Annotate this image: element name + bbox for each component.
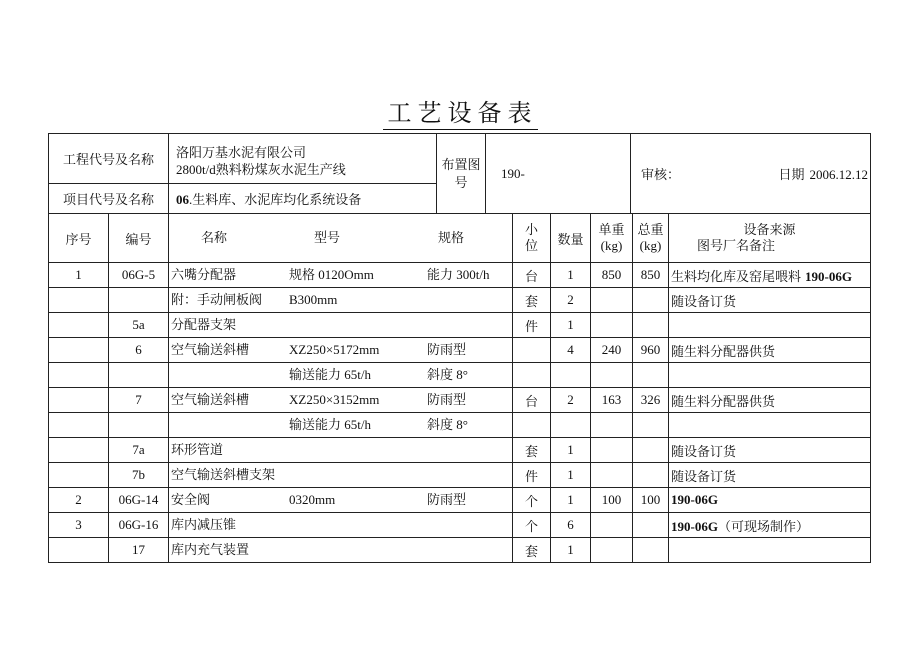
seq-cell: 3 (49, 513, 109, 538)
unit-cell: 台 (513, 388, 551, 413)
document-title: 工艺设备表 (383, 100, 538, 130)
item-name-cell (169, 184, 437, 214)
table-row (49, 263, 871, 288)
equipment-spec: 斜度 8° (427, 417, 468, 432)
equipment-spec: 防雨型 (427, 492, 467, 507)
seq-cell (49, 538, 109, 563)
item-name: .生料库、水泥库均化系统设备 (189, 192, 362, 207)
col-unit-line2: 位 (524, 238, 538, 253)
code-cell: 06G-16 (109, 513, 169, 538)
col-total-weight-line1: 总重 (637, 222, 664, 237)
source-note: （可现场制作） (717, 518, 809, 534)
col-unit (513, 214, 551, 263)
column-header-row (49, 214, 871, 263)
quantity-cell: 1 (551, 263, 591, 288)
total-weight-cell: 100 (633, 488, 669, 513)
quantity-cell: 1 (551, 538, 591, 563)
col-description (169, 214, 513, 263)
description-wrap (169, 288, 512, 312)
col-quantity: 数量 (551, 214, 591, 263)
source-cell (669, 413, 871, 438)
unit-cell (513, 363, 551, 388)
quantity-cell: 1 (551, 313, 591, 338)
layout-label-line1: 布置图 (441, 156, 481, 172)
equipment-name: 空气输送斜槽支架 (171, 467, 276, 482)
code-cell: 6 (109, 338, 169, 363)
description-wrap (169, 463, 512, 487)
equipment-name: 环形管道 (171, 442, 224, 457)
description-cell (169, 288, 513, 313)
quantity-cell (551, 363, 591, 388)
source-cell (669, 263, 871, 288)
total-weight-cell (633, 413, 669, 438)
col-source (669, 214, 871, 263)
layout-label-line2: 号 (454, 174, 468, 190)
col-unit-weight (591, 214, 633, 263)
table-row (49, 388, 871, 413)
code-cell: 06G-5 (109, 263, 169, 288)
quantity-cell (551, 413, 591, 438)
equipment-spec: 防雨型 (427, 392, 467, 407)
project-label: 工程代号及名称 (49, 134, 169, 184)
project-row (49, 134, 871, 184)
unit-cell: 台 (513, 263, 551, 288)
description-wrap (169, 413, 512, 437)
unit-weight-cell: 240 (591, 338, 633, 363)
date-group (778, 164, 868, 183)
source-text: 随设备订货 (671, 443, 737, 459)
code-cell: 5a (109, 313, 169, 338)
source-text: 随生料分配器供货 (671, 343, 776, 359)
table-row (49, 338, 871, 363)
item-label: 项目代号及名称 (49, 184, 169, 214)
equipment-spec: 防雨型 (427, 342, 467, 357)
layout-drawing-label (437, 134, 486, 214)
unit-weight-cell (591, 438, 633, 463)
seq-cell (49, 363, 109, 388)
equipment-name: 安全阀 (171, 492, 211, 507)
description-wrap (169, 388, 512, 412)
seq-cell (49, 463, 109, 488)
col-code: 编号 (109, 214, 169, 263)
description-cell (169, 363, 513, 388)
description-cell (169, 538, 513, 563)
source-cell (669, 513, 871, 538)
description-wrap (169, 338, 512, 362)
description-cell (169, 338, 513, 363)
total-weight-cell (633, 438, 669, 463)
quantity-cell: 6 (551, 513, 591, 538)
description-wrap (169, 513, 512, 537)
description-cell (169, 438, 513, 463)
equipment-table (48, 213, 871, 563)
code-cell: 17 (109, 538, 169, 563)
equipment-name: 空气输送斜槽 (171, 342, 250, 357)
unit-cell: 套 (513, 438, 551, 463)
equipment-sheet (48, 133, 870, 563)
seq-cell (49, 388, 109, 413)
description-cell (169, 388, 513, 413)
source-drawing-number: 190-06G (671, 492, 718, 507)
code-cell (109, 363, 169, 388)
date-value: 2006.12.12 (809, 167, 868, 182)
seq-cell (49, 338, 109, 363)
total-weight-cell (633, 538, 669, 563)
code-cell: 7 (109, 388, 169, 413)
col-model: 型号 (314, 230, 341, 245)
equipment-model: B300mm (289, 292, 338, 307)
unit-weight-cell (591, 538, 633, 563)
total-weight-cell: 850 (633, 263, 669, 288)
total-weight-cell (633, 513, 669, 538)
col-source-line1: 设备来源 (743, 222, 796, 237)
unit-weight-cell (591, 313, 633, 338)
code-cell (109, 288, 169, 313)
source-drawing-number: 190-06G (671, 518, 718, 534)
table-row (49, 513, 871, 538)
total-weight-cell (633, 363, 669, 388)
col-seq: 序号 (49, 214, 109, 263)
total-weight-cell: 960 (633, 338, 669, 363)
source-cell (669, 338, 871, 363)
description-wrap (169, 538, 512, 562)
unit-cell: 套 (513, 288, 551, 313)
col-unit-weight-line1: 单重 (598, 222, 625, 237)
source-cell (669, 463, 871, 488)
col-source-line2: 图号厂名备注 (697, 238, 776, 253)
project-name (169, 134, 437, 184)
source-drawing-number: 190-06G (805, 268, 852, 284)
review-label: 审核： (641, 167, 681, 182)
description-cell (169, 488, 513, 513)
equipment-name: 空气输送斜槽 (171, 392, 250, 407)
equipment-model: 输送能力 65t/h (289, 367, 371, 382)
quantity-cell: 4 (551, 338, 591, 363)
table-row (49, 488, 871, 513)
quantity-cell: 1 (551, 438, 591, 463)
source-cell (669, 438, 871, 463)
code-cell: 7a (109, 438, 169, 463)
description-cell (169, 513, 513, 538)
table-row (49, 413, 871, 438)
table-row (49, 288, 871, 313)
source-cell (669, 388, 871, 413)
equipment-spec: 斜度 8° (427, 367, 468, 382)
source-cell (669, 488, 871, 513)
quantity-cell: 2 (551, 288, 591, 313)
source-cell (669, 538, 871, 563)
total-weight-cell (633, 313, 669, 338)
project-name-line1: 洛阳万基水泥有限公司 (176, 145, 307, 160)
seq-cell (49, 313, 109, 338)
seq-cell (49, 288, 109, 313)
document-title-block (0, 100, 920, 130)
equipment-table-body (49, 263, 871, 563)
description-cell (169, 463, 513, 488)
source-text: 随设备订货 (671, 468, 737, 484)
code-cell (109, 413, 169, 438)
code-cell: 06G-14 (109, 488, 169, 513)
source-text: 随设备订货 (671, 293, 737, 309)
unit-weight-cell: 850 (591, 263, 633, 288)
description-cell (169, 263, 513, 288)
equipment-model: 规格 0120Omm (289, 267, 374, 282)
col-spec: 规格 (438, 230, 465, 245)
col-description-wrap (169, 214, 512, 262)
layout-drawing-number: 190- (486, 134, 631, 214)
equipment-model: 0320mm (289, 492, 336, 507)
review-date-cell (631, 134, 871, 214)
unit-weight-cell (591, 363, 633, 388)
unit-weight-cell (591, 413, 633, 438)
quantity-cell: 2 (551, 388, 591, 413)
review-date-wrap (631, 164, 870, 183)
equipment-name: 库内减压锥 (171, 517, 237, 532)
equipment-spec: 能力 300t/h (427, 267, 490, 282)
unit-cell: 个 (513, 513, 551, 538)
table-row (49, 438, 871, 463)
col-name: 名称 (201, 230, 228, 245)
description-wrap (169, 263, 512, 287)
seq-cell (49, 413, 109, 438)
source-cell (669, 313, 871, 338)
quantity-cell: 1 (551, 488, 591, 513)
description-wrap (169, 438, 512, 462)
header-info-table (48, 133, 871, 214)
quantity-cell: 1 (551, 463, 591, 488)
project-name-line2: 2800t/d熟料粉煤灰水泥生产线 (176, 162, 346, 177)
equipment-model: XZ250×3152mm (289, 392, 380, 407)
equipment-model: XZ250×5172mm (289, 342, 380, 357)
description-cell (169, 313, 513, 338)
equipment-model: 输送能力 65t/h (289, 417, 371, 432)
seq-cell (49, 438, 109, 463)
description-cell (169, 413, 513, 438)
table-row (49, 538, 871, 563)
unit-cell (513, 338, 551, 363)
item-code: 06 (176, 192, 189, 207)
source-cell (669, 363, 871, 388)
unit-cell: 件 (513, 463, 551, 488)
col-unit-line1: 小 (524, 222, 538, 237)
source-text: 随生料分配器供货 (671, 393, 776, 409)
total-weight-cell (633, 288, 669, 313)
unit-weight-cell: 100 (591, 488, 633, 513)
source-text: 生料均化库及窑尾喂料 (671, 268, 802, 284)
description-wrap (169, 313, 512, 337)
unit-weight-cell (591, 513, 633, 538)
unit-cell: 件 (513, 313, 551, 338)
seq-cell: 1 (49, 263, 109, 288)
col-total-weight (633, 214, 669, 263)
col-total-weight-line2: (kg) (639, 238, 662, 253)
unit-weight-cell (591, 288, 633, 313)
unit-cell (513, 413, 551, 438)
col-unit-weight-line2: (kg) (600, 238, 623, 253)
table-row (49, 363, 871, 388)
equipment-name: 附：手动闸板阀 (171, 292, 263, 307)
equipment-name: 库内充气装置 (171, 542, 250, 557)
code-cell: 7b (109, 463, 169, 488)
unit-cell: 套 (513, 538, 551, 563)
seq-cell: 2 (49, 488, 109, 513)
table-row (49, 313, 871, 338)
description-wrap (169, 363, 512, 387)
description-wrap (169, 488, 512, 512)
source-cell (669, 288, 871, 313)
date-label: 日期 (778, 167, 805, 182)
equipment-name: 分配器支架 (171, 317, 237, 332)
table-row (49, 463, 871, 488)
total-weight-cell (633, 463, 669, 488)
unit-cell: 个 (513, 488, 551, 513)
total-weight-cell: 326 (633, 388, 669, 413)
equipment-name: 六嘴分配器 (171, 267, 237, 282)
unit-weight-cell: 163 (591, 388, 633, 413)
unit-weight-cell (591, 463, 633, 488)
